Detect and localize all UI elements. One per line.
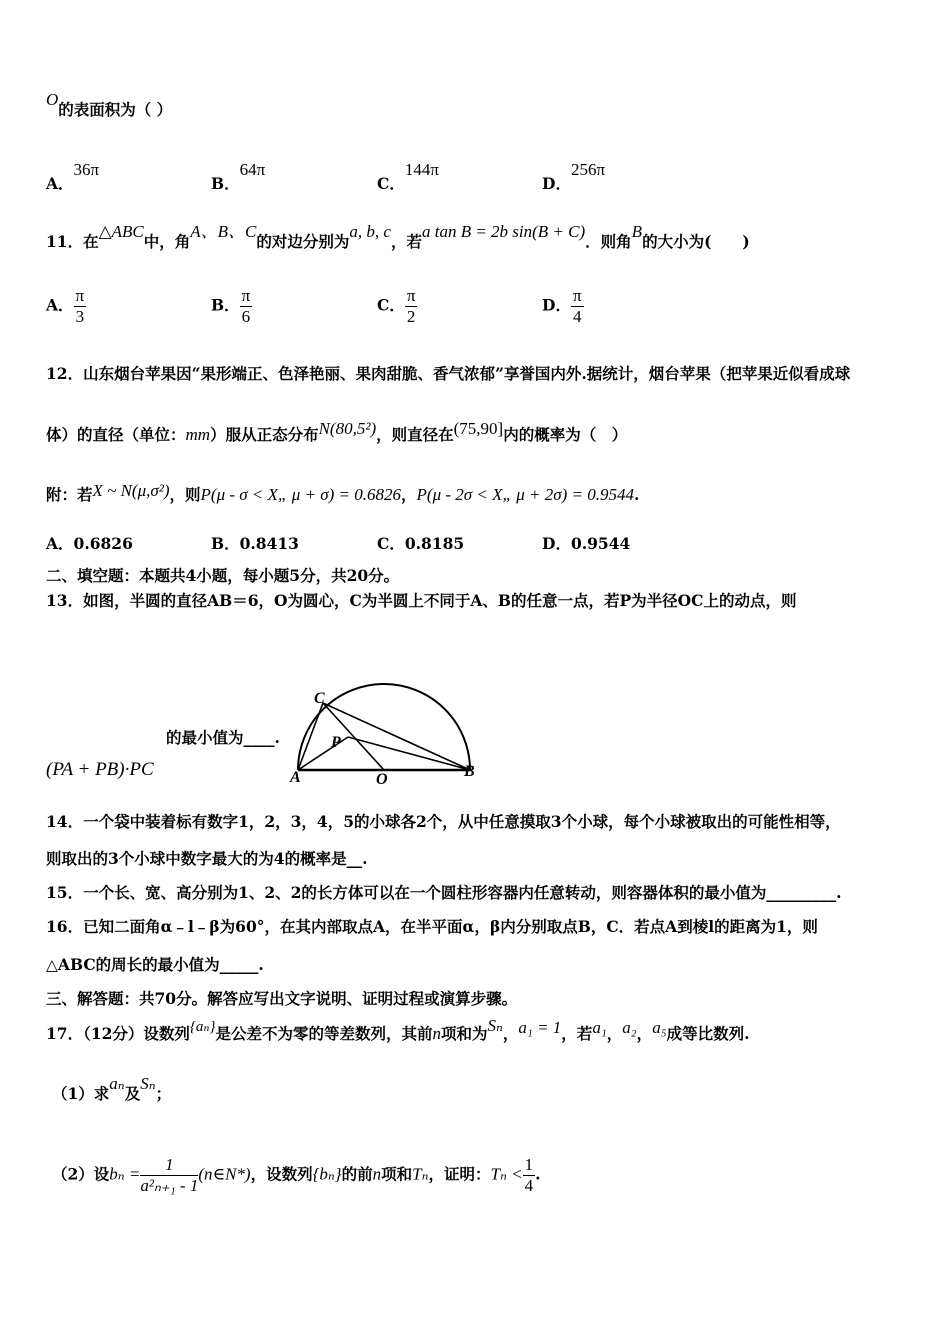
q11-option-a[interactable]: A． $\frac{\pi}{3}$ <box>46 286 85 326</box>
q12-option-c[interactable]: C．0.8185 <box>377 534 465 553</box>
q12-option-d[interactable]: D．0.9544 <box>542 534 631 553</box>
q12-option-b[interactable]: B．0.8413 <box>211 534 299 553</box>
q11-option-c[interactable]: C． $\frac{\pi}{2}$ <box>377 286 416 326</box>
q17-stem: 17．（12分）设数列{aₙ}是公差不为零的等差数列，其前n项和为Sₙ，a₁ = 1，若a₁，a₂，a₅成等比数列. <box>46 1016 750 1043</box>
q17-part2: （2）设bₙ = $\frac{1}{\text{a²ₙ₊₁ - 1}}$ (n∈N*)，设数列{bₙ}的前n项和Tₙ，证明：Tₙ < $\frac{1}{4}$ . <box>52 1155 541 1195</box>
segment-ac <box>298 703 323 770</box>
q14-line1: 14．一个袋中装着标有数字1，2，3，4，5的小球各2个，从中任意摸取3个小球，每个小球被取出的可能性相等， <box>46 812 841 831</box>
section-2-heading: 二、填空题：本题共4小题，每小题5分，共20分。 <box>46 566 400 585</box>
label-a: A <box>290 769 301 785</box>
label-c: C <box>314 690 325 707</box>
q10-symbol: O <box>46 90 59 109</box>
q11-option-b[interactable]: B． $\frac{\pi}{6}$ <box>211 286 251 326</box>
label-o: O <box>376 771 388 785</box>
q16-line1: 16．已知二面角α﹣l﹣β为60°，在其内部取点A，在半平面α，β内分别取点B，C．若点A到棱l的距离为1，则 <box>46 917 818 936</box>
q11-stem: 11．在△ABC中，角A、B、C的对边分别为a, b, c，若a tan B = 2b sin(B + C)．则角B的大小为( ) <box>46 222 750 251</box>
q13-expression: (PA + PB)·PC <box>46 759 154 780</box>
semicircle-figure <box>288 675 488 785</box>
q15-line: 15．一个长、宽、高分别为1、2、2的长方体可以在一个圆柱形容器内任意转动，则容器体积的最小值为_________. <box>46 883 842 902</box>
q10-line <box>46 90 173 120</box>
q10-option-a[interactable]: A．36π <box>46 160 100 193</box>
section-3-heading: 三、解答题：共70分。解答应写出文字说明、证明过程或演算步骤。 <box>46 989 518 1008</box>
q11-option-d[interactable]: D． $\frac{\pi}{4}$ <box>542 286 582 326</box>
q12-line2: 体）的直径（单位：mm）服从正态分布N(80,5²)，则直径在(75,90]内的概率为（ ） <box>46 419 628 444</box>
q12-option-a[interactable]: A．0.6826 <box>46 534 133 553</box>
q12-line1: 12．山东烟台苹果因“果形端正、色泽艳丽、果肉甜脆、香气浓郁”享誉国内外.据统计，烟台苹果（把苹果近似看成球 <box>46 364 851 383</box>
label-p: P <box>331 734 341 751</box>
q12-line3: 附：若X ~ N(μ,σ²)，则P(μ - σ < X„ μ + σ) = 0.6826，P(μ - 2σ < X„ μ + 2σ) = 0.9544. <box>46 481 640 504</box>
q13-stem: 13．如图，半圆的直径AB＝6，O为圆心，C为半圆上不同于A、B的任意一点，若P为半径OC上的动点，则 <box>46 591 797 610</box>
q13-tail: 的最小值为____. <box>166 728 280 747</box>
q10-text: 的表面积为（ ） <box>58 100 173 119</box>
q10-option-b[interactable]: B．64π <box>211 160 266 193</box>
q10-option-d[interactable]: D．256π <box>542 160 606 193</box>
q14-line2: 则取出的3个小球中数字最大的为4的概率是__. <box>46 849 368 868</box>
q16-line2: △ABC的周长的最小值为_____. <box>46 955 264 974</box>
label-b: B <box>464 763 475 780</box>
q10-option-c[interactable]: C．144π <box>377 160 439 193</box>
q11-equation: a tan B = 2b sin(B + C) <box>421 222 586 241</box>
q11-triangle: △ABC <box>98 222 144 241</box>
q17-part1: （1）求aₙ及Sₙ； <box>52 1074 172 1103</box>
